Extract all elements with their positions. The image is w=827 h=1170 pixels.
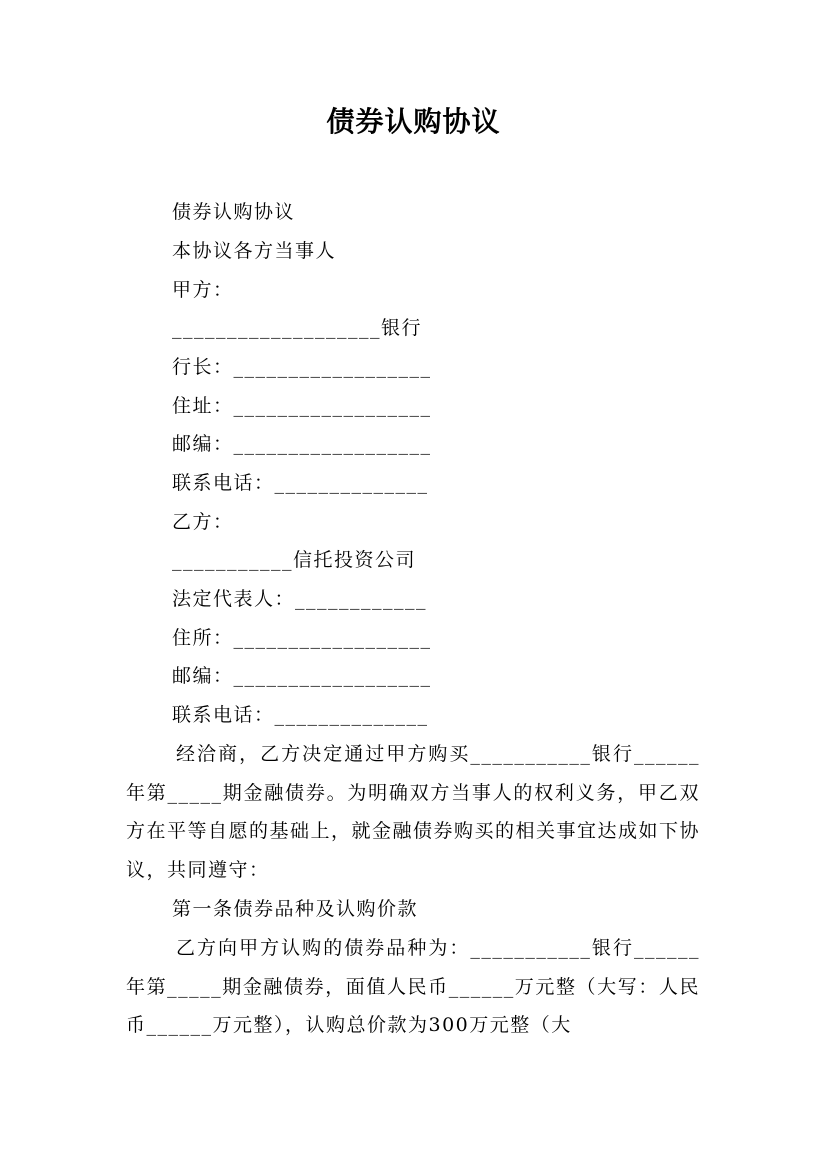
paragraph-bond-type: 乙方向甲方认购的债券品种为：___________银行______年第_____期金融债券，面值人民币______万元整（大写：人民币______万元整），认购总价款为300万元整（大 xyxy=(126,937,700,1037)
line-party-b-postcode: 邮编：__________________ xyxy=(172,665,432,687)
line-party-a-postcode: 邮编：__________________ xyxy=(172,433,432,455)
line-party-b-address: 住所：__________________ xyxy=(172,627,432,649)
line-agreement-name: 债券认购协议 xyxy=(172,201,296,223)
line-party-a-label: 甲方： xyxy=(172,279,234,301)
line-party-b-company: ___________信托投资公司 xyxy=(172,549,417,571)
document-title: 债券认购协议 xyxy=(326,105,501,138)
paragraph-negotiation: 经洽商，乙方决定通过甲方购买___________银行______年第_____期金融债券。为明确双方当事人的权利义务，甲乙双方在平等自愿的基础上，就金融债券购买的相关事宜达成如下协议，共同遵守： xyxy=(126,743,701,882)
line-party-a-phone: 联系电话：______________ xyxy=(172,472,429,494)
line-party-b-label: 乙方： xyxy=(172,511,234,533)
line-party-a-address: 住址：__________________ xyxy=(172,395,432,417)
line-party-b-legal-rep: 法定代表人：____________ xyxy=(172,588,428,610)
section-heading-1: 第一条债券品种及认购价款 xyxy=(172,898,419,920)
line-party-a-bank: ___________________银行 xyxy=(172,317,423,339)
line-party-b-phone: 联系电话：______________ xyxy=(172,704,429,726)
line-parties-intro: 本协议各方当事人 xyxy=(172,240,337,262)
line-party-a-president: 行长：__________________ xyxy=(172,356,432,378)
